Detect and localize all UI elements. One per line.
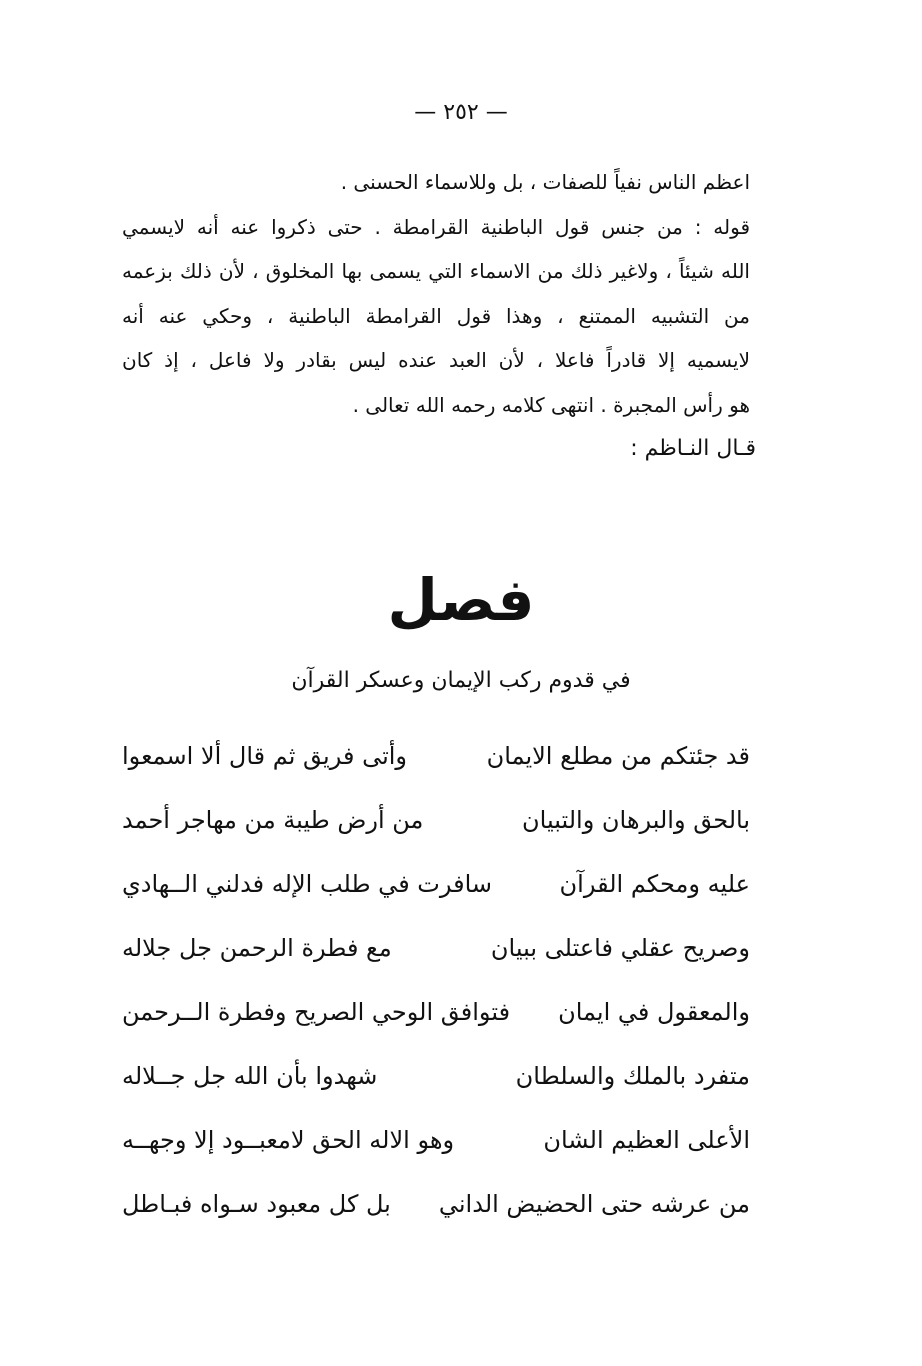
verse-first-hemistich: مع فطرة الرحمن جل جلاله: [122, 934, 392, 962]
verse-first-hemistich: من أرض طيبة من مهاجر أحمد: [122, 806, 424, 834]
page-number: — ٢٥٢ —: [414, 100, 508, 125]
prose-line: من التشبيه الممتنع ، وهذا قول القرامطة الباطنية ، وحكي عنه أنه: [122, 303, 750, 328]
prose-line: قوله : من جنس قول الباطنية القرامطة . حتى ذكروا عنه أنه لايسمي: [122, 214, 750, 239]
prose-line: لايسميه إلا قادراً فاعلا ، لأن العبد عنده ليس بقادر ولا فاعل ، إذ كان: [122, 348, 750, 372]
verse-second-hemistich: الأعلى العظيم الشان: [543, 1126, 750, 1154]
verse-first-hemistich: بل كل معبود سـواه فبـاطل: [122, 1190, 391, 1218]
poem-verse: [122, 788, 750, 852]
section-title: فصل: [387, 566, 535, 634]
verse-first-hemistich: سافرت في طلب الإله فدلني الــهادي: [122, 870, 493, 898]
section-subtitle: في قدوم ركب الإيمان وعسكر القرآن: [291, 668, 631, 693]
verse-first-hemistich: شهدوا بأن الله جل جــلاله: [122, 1062, 378, 1090]
verse-second-hemistich: قد جئتكم من مطلع الايمان: [486, 742, 750, 770]
verse-first-hemistich: فتوافق الوحي الصريح وفطرة الــرحمن: [122, 998, 511, 1026]
poem-verse: [122, 1172, 750, 1236]
poem-verse: [122, 724, 750, 788]
poet-says-label: قـال النـاظم :: [630, 436, 756, 461]
verse-first-hemistich: وأتى فريق ثم قال ألا اسمعوا: [122, 742, 408, 770]
poem-verse: [122, 916, 750, 980]
verse-second-hemistich: عليه ومحكم القرآن: [559, 870, 750, 898]
verse-first-hemistich: وهو الاله الحق لامعبــود إلا وجهــه: [122, 1126, 455, 1154]
verse-second-hemistich: والمعقول في ايمان: [558, 998, 750, 1026]
poem-verse: [122, 1044, 750, 1108]
poem-verse: [122, 1108, 750, 1172]
poem-verse: [122, 852, 750, 916]
prose-line: هو رأس المجبرة . انتهى كلامه رحمه الله تعالى .: [352, 392, 750, 417]
poem-verse: [122, 980, 750, 1044]
prose-block: [122, 160, 750, 427]
verse-second-hemistich: من عرشه حتى الحضيض الداني: [438, 1190, 750, 1218]
verse-second-hemistich: متفرد بالملك والسلطان: [515, 1062, 750, 1090]
prose-line: اعظم الناس نفياً للصفات ، بل وللاسماء الحسنى .: [340, 170, 750, 194]
prose-line: الله شيئاً ، ولاغير ذلك من الاسماء التي يسمى بها المخلوق ، لأن ذلك بزعمه: [122, 259, 750, 283]
verse-second-hemistich: بالحق والبرهان والتبيان: [522, 806, 750, 834]
poem: [122, 724, 750, 1236]
verse-second-hemistich: وصريح عقلي فاعتلى ببيان: [490, 934, 750, 962]
